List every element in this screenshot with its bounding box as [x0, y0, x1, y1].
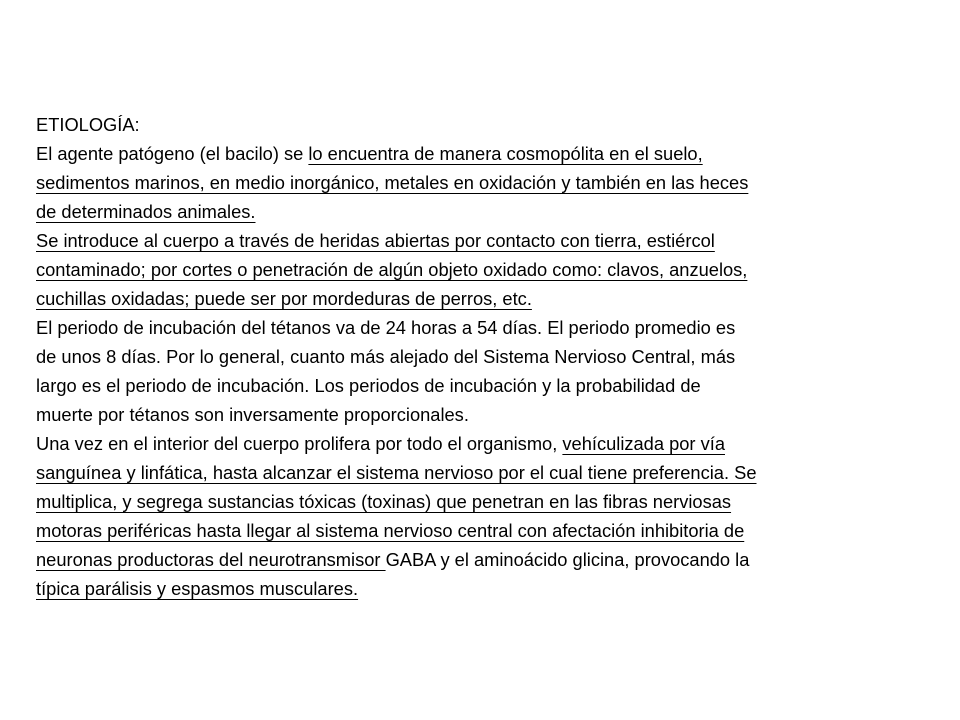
text-line: [36, 371, 926, 400]
text-segment: de unos 8 días. Por lo general, cuanto más alejado del Sistema Nervioso Central, más: [36, 346, 736, 367]
text-segment: GABA y el aminoácido glicina, provocando la: [385, 549, 750, 570]
text-line: [36, 429, 926, 458]
text-line: [36, 458, 926, 487]
underlined-text: sanguínea y linfática, hasta alcanzar el sistema nervioso por el cual tiene preferencia. Se: [36, 462, 757, 483]
section-heading: ETIOLOGÍA:: [36, 114, 140, 135]
text-line: [36, 342, 926, 371]
text-segment: El periodo de incubación del tétanos va de 24 horas a 54 días. El periodo promedio es: [36, 317, 736, 338]
text-line: [36, 255, 926, 284]
underlined-text: vehículizada por vía: [562, 433, 725, 454]
text-line: [36, 574, 926, 603]
text-line: [36, 516, 926, 545]
underlined-text: neuronas productoras del neurotransmisor: [36, 549, 386, 570]
text-line: [36, 313, 926, 342]
etiology-text-block: [36, 110, 926, 603]
text-line: [36, 139, 926, 168]
underlined-text: contaminado; por cortes o penetración de algún objeto oxidado como: clavos, anzuelos,: [36, 259, 748, 280]
text-line: [36, 197, 926, 226]
text-segment: muerte por tétanos son inversamente proporcionales.: [36, 404, 469, 425]
underlined-text: multiplica, y segrega sustancias tóxicas (toxinas) que penetran en las fibras nerviosas: [36, 491, 732, 512]
text-line: [36, 487, 926, 516]
underlined-text: Se introduce al cuerpo a través de heridas abiertas por contacto con tierra, estiércol: [36, 230, 715, 251]
underlined-text: de determinados animales.: [36, 201, 256, 222]
underlined-text: motoras periféricas hasta llegar al sistema nervioso central con afectación inhibitoria de: [36, 520, 745, 541]
text-line: [36, 284, 926, 313]
text-segment: largo es el periodo de incubación. Los periodos de incubación y la probabilidad de: [36, 375, 701, 396]
text-line: [36, 168, 926, 197]
underlined-text: cuchillas oxidadas; puede ser por mordeduras de perros, etc.: [36, 288, 532, 309]
text-line: [36, 545, 926, 574]
underlined-text: lo encuentra de manera cosmopólita en el suelo,: [308, 143, 703, 164]
text-segment: Una vez en el interior del cuerpo prolifera por todo el organismo,: [36, 433, 563, 454]
text-line: [36, 226, 926, 255]
underlined-text: típica parálisis y espasmos musculares.: [36, 578, 359, 599]
text-segment: El agente patógeno (el bacilo) se: [36, 143, 309, 164]
text-line: [36, 400, 926, 429]
underlined-text: sedimentos marinos, en medio inorgánico, metales en oxidación y también en las heces: [36, 172, 749, 193]
